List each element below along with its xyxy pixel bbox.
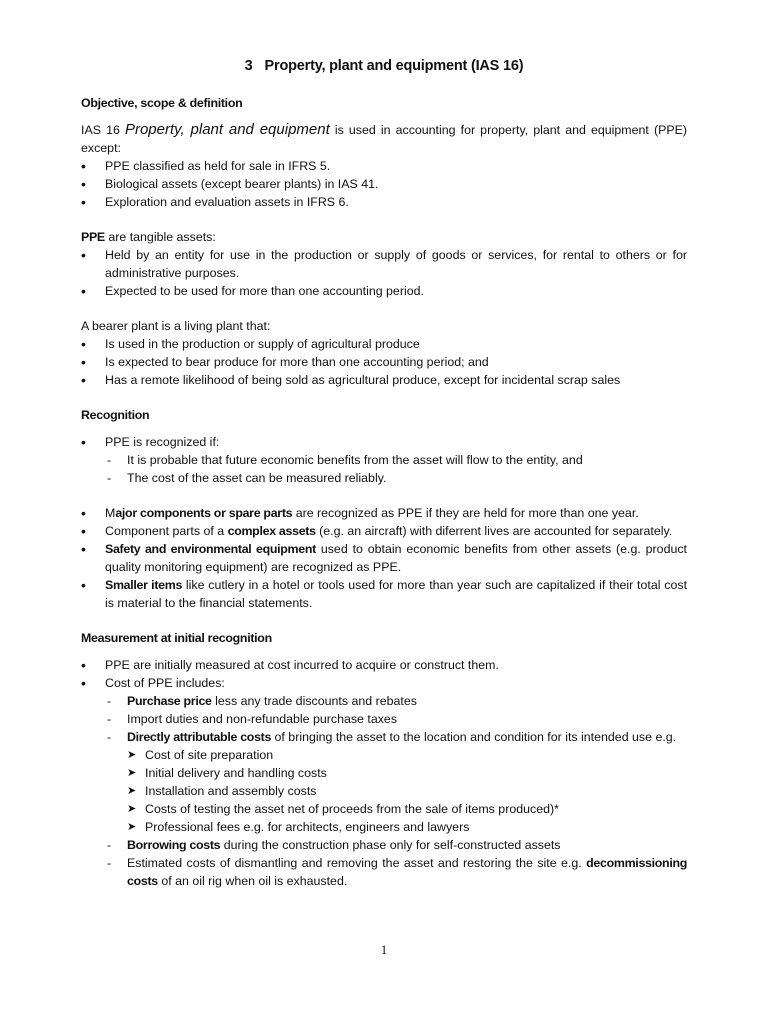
bearer-plant-intro: A bearer plant is a living plant that: [81, 319, 271, 333]
chapter-title: Property, plant and equipment (IAS 16) [264, 58, 524, 74]
list-item: ➤ Professional fees e.g. for architects, engineers and lawyers [127, 818, 687, 836]
borrowing-costs-text: during the construction phase only for self-constructed assets [220, 838, 561, 852]
direct-costs-list [127, 746, 687, 836]
list-item: • Exploration and evaluation assets in IFRS 6. [81, 193, 687, 211]
section-heading-measurement: Measurement at initial recognition [81, 631, 272, 645]
smaller-items-text: like cutlery in a hotel or tools used for more than year such are capitalized if their total cost is material to the financial statements. [105, 578, 688, 610]
list-item [81, 433, 687, 487]
intro-suffix: is used in accounting for property, plant and equipment (PPE) except: [81, 123, 687, 155]
bearer-points-list [81, 335, 687, 389]
list-item [105, 854, 687, 890]
recognized-if-text: PPE is recognized if: [105, 435, 220, 449]
section-heading-objective: Objective, scope & definition [81, 96, 243, 110]
list-item [105, 692, 687, 710]
dismantling-text: Estimated costs of dismantling and removing the asset and restoring the site e.g. [127, 856, 587, 870]
list-item: • Has a remote likelihood of being sold as agricultural produce, except for incidental scrap sales [81, 371, 687, 389]
major-prefix: M [105, 506, 116, 520]
list-item: - The cost of the asset can be measured reliably. [105, 469, 687, 487]
cost-includes-text: Cost of PPE includes: [105, 676, 225, 690]
intro-paragraph [81, 121, 687, 157]
safety-equipment-text: used to obtain economic benefits from other assets (e.g. product quality monitoring equipment) are recognized as PPE. [105, 542, 687, 574]
list-item [105, 836, 687, 854]
smaller-items-term: Smaller items [105, 578, 183, 592]
recognition-rules-list [81, 504, 687, 612]
intro-prefix: IAS 16 [81, 123, 125, 137]
list-item [81, 674, 687, 890]
list-item: ➤ Cost of site preparation [127, 746, 687, 764]
list-item [81, 540, 687, 576]
purchase-price-text: less any trade discounts and rebates [211, 694, 417, 708]
list-item: ➤ Initial delivery and handling costs [127, 764, 687, 782]
standard-name: Property, plant and equipment [124, 121, 330, 138]
safety-equipment-term: Safety and environmental equipment [105, 542, 316, 556]
list-item [81, 504, 687, 522]
measurement-list [81, 656, 687, 890]
chapter-number: 3 [244, 58, 253, 74]
major-components-term: ajor components or spare parts [115, 506, 293, 520]
list-item [81, 522, 687, 540]
section-heading-recognition: Recognition [81, 408, 150, 422]
dismantling-rest-text: of an oil rig when oil is exhausted. [157, 874, 348, 888]
document-page [81, 56, 687, 890]
list-item: - It is probable that future economic benefits from the asset will flow to the entity, and [105, 451, 687, 469]
complex-assets-term: complex assets [227, 524, 316, 538]
cost-components-list [105, 692, 687, 890]
ppe-definition-text: are tangible assets: [104, 230, 216, 244]
decommissioning-costs-term: decommissioning costs [127, 856, 687, 888]
complex-prefix: Component parts of a [105, 524, 228, 538]
list-item [81, 576, 687, 612]
ppe-points-list [81, 246, 687, 300]
list-item: • Biological assets (except bearer plants) in IAS 41. [81, 175, 687, 193]
major-components-text: are recognized as PPE if they are held for more than one year. [292, 506, 639, 520]
list-item: • Is used in the production or supply of agricultural produce [81, 335, 687, 353]
list-item: ➤ Costs of testing the asset net of proceeds from the sale of items produced)* [127, 800, 687, 818]
list-item: • PPE classified as held for sale in IFRS 5. [81, 157, 687, 175]
list-item [105, 728, 687, 836]
directly-attributable-term: Directly attributable costs [127, 730, 272, 744]
list-item: ➤ Installation and assembly costs [127, 782, 687, 800]
borrowing-costs-term: Borrowing costs [127, 838, 221, 852]
exceptions-list [81, 157, 687, 211]
list-item: - Import duties and non-refundable purchase taxes [105, 710, 687, 728]
conditions-list [105, 451, 687, 487]
directly-attributable-text: of bringing the asset to the location and condition for its intended use e.g. [271, 730, 677, 744]
ppe-term: PPE [81, 230, 105, 244]
complex-assets-text: (e.g. an aircraft) with diferrent lives are accounted for separately. [315, 524, 673, 538]
page-number: 1 [380, 942, 388, 957]
page-title [81, 56, 687, 76]
list-item: • Held by an entity for use in the production or supply of goods or services, for rental to others or for administrative purposes. [81, 246, 687, 282]
purchase-price-term: Purchase price [127, 694, 212, 708]
recognition-list [81, 433, 687, 487]
list-item: • Expected to be used for more than one accounting period. [81, 282, 687, 300]
list-item: • PPE are initially measured at cost incurred to acquire or construct them. [81, 656, 687, 674]
ppe-definition [81, 228, 687, 246]
list-item: • Is expected to bear produce for more than one accounting period; and [81, 353, 687, 371]
